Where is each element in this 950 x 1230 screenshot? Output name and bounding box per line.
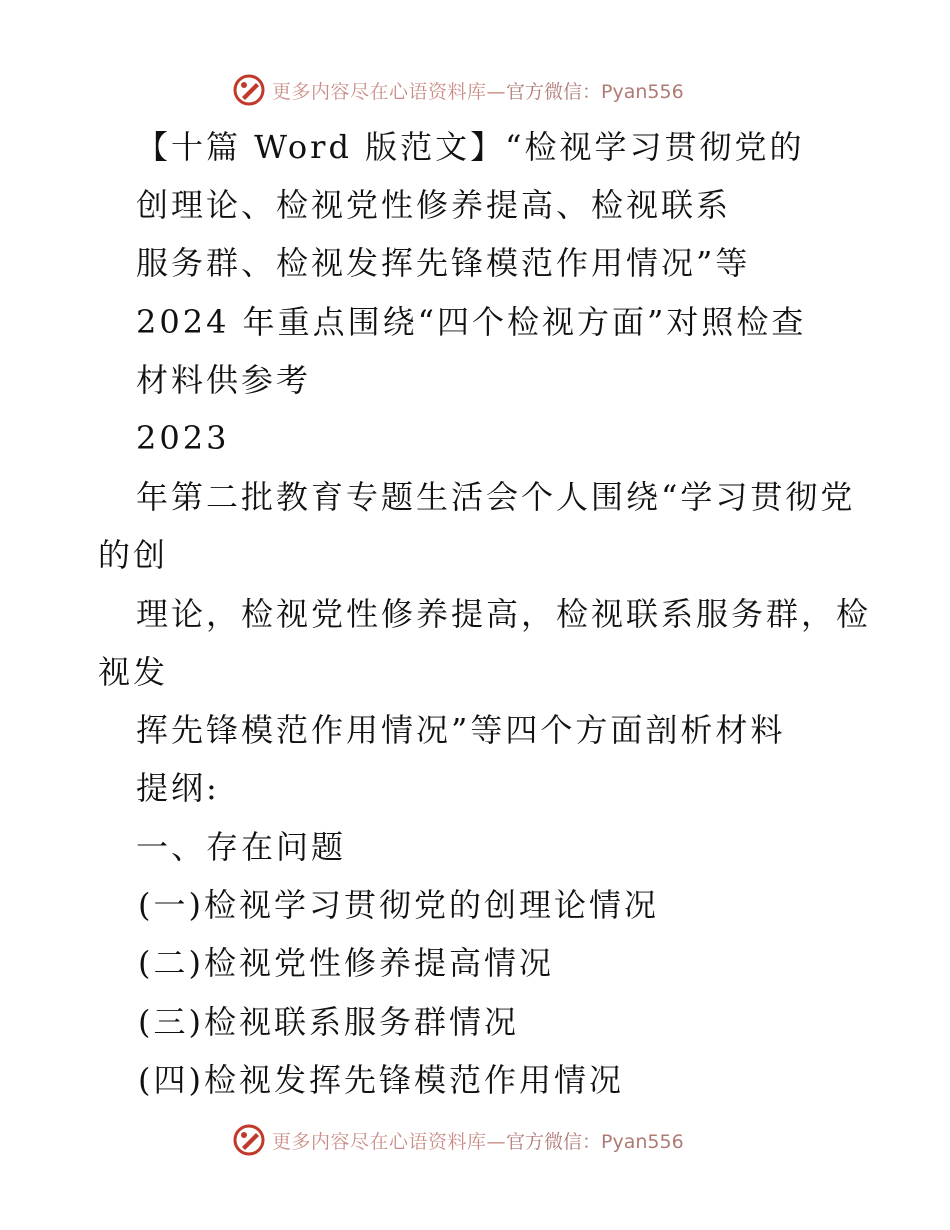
section-heading: 一、存在问题 xyxy=(136,828,347,866)
header-watermark xyxy=(232,70,684,110)
list-item: (四)检视发挥先锋模范作用情况 xyxy=(138,1061,624,1099)
title-line-2: 创理论、检视党性修养提高、检视联系 xyxy=(136,186,732,224)
logo-icon xyxy=(232,73,266,107)
body-line-6: 挥先锋模范作用情况”等四个方面剖析材料 xyxy=(136,711,786,749)
watermark-text: 更多内容尽在心语资料库— xyxy=(272,1130,507,1153)
body-line-7: 提纲: xyxy=(136,769,220,807)
body-line-1: 2023 xyxy=(136,419,230,457)
body-line-4: 理论，检视党性修养提高，检视联系服务群，检 xyxy=(136,595,872,633)
list-item: (三)检视联系服务群情况 xyxy=(138,1003,519,1041)
body-line-2: 年第二批教育专题生活会个人围绕“学习贯彻党 xyxy=(136,478,856,516)
body-line-3: 的创 xyxy=(98,536,169,574)
body-line-5: 视发 xyxy=(98,653,169,691)
footer-watermark xyxy=(232,1120,684,1160)
logo-icon xyxy=(232,1123,266,1157)
title-line-1: 【十篇 Word 版范文】“检视学习贯彻党的 xyxy=(136,128,805,166)
watermark-wechat: 官方微信：Pyan556 xyxy=(506,1130,684,1153)
title-line-3: 服务群、检视发挥先锋模范作用情况”等 xyxy=(136,244,751,282)
list-item: (二)检视党性修养提高情况 xyxy=(138,944,554,982)
watermark-wechat: 官方微信：Pyan556 xyxy=(506,80,684,103)
title-line-4: 2024 年重点围绕“四个检视方面”对照检查 xyxy=(136,303,807,341)
title-line-5: 材料供参考 xyxy=(136,361,312,399)
watermark-text: 更多内容尽在心语资料库— xyxy=(272,80,507,103)
list-item: (一)检视学习贯彻党的创理论情况 xyxy=(138,886,659,924)
